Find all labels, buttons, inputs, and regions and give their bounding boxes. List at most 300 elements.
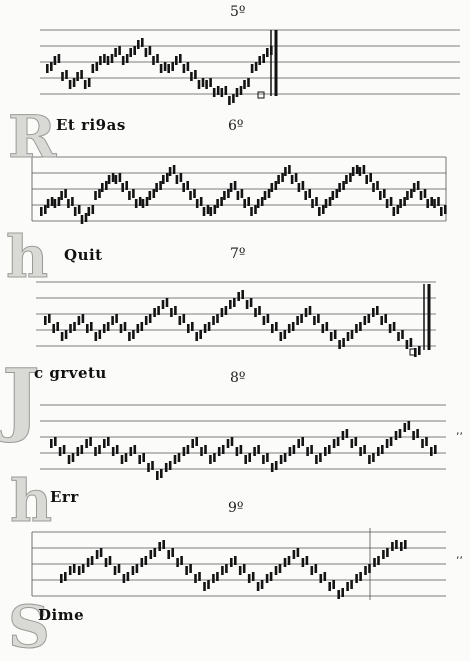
- neume-stroke: [59, 447, 62, 456]
- neume-stroke: [306, 447, 309, 456]
- neume-stroke: [129, 48, 132, 57]
- neume-stroke: [218, 447, 221, 456]
- neume-stroke: [322, 324, 325, 333]
- neume-stroke: [267, 314, 270, 323]
- neume-stroke: [137, 324, 140, 333]
- neume-stroke: [145, 316, 148, 325]
- neume-stroke: [207, 580, 210, 589]
- neume-stroke: [107, 56, 110, 65]
- neume-stroke: [372, 183, 375, 192]
- neume-stroke: [65, 70, 68, 79]
- neume-stroke: [248, 453, 251, 462]
- neume-stroke: [145, 48, 148, 57]
- neume-stroke: [310, 445, 313, 454]
- neume-stroke: [73, 564, 76, 573]
- neume-stroke: [64, 189, 67, 198]
- neume-stroke: [368, 314, 371, 323]
- neume-stroke: [389, 324, 392, 333]
- neume-stroke: [166, 173, 169, 182]
- neume-stroke: [284, 453, 287, 462]
- neume-stroke: [250, 298, 253, 307]
- neume-stroke: [176, 175, 179, 184]
- neume-stroke: [381, 445, 384, 454]
- neume-stroke: [384, 314, 387, 323]
- neume-stroke: [368, 564, 371, 573]
- neume-stroke: [337, 437, 340, 446]
- neume-stroke: [380, 316, 383, 325]
- neume-stroke: [107, 322, 110, 331]
- neume-stroke: [291, 175, 294, 184]
- neume-stroke: [198, 572, 201, 581]
- neume-stroke: [279, 564, 282, 573]
- neume-stroke: [264, 191, 267, 200]
- neume-stroke: [225, 306, 228, 315]
- neume-stroke: [342, 181, 345, 190]
- neume-stroke: [397, 205, 400, 214]
- neume-stroke: [87, 558, 90, 567]
- neume-stroke: [229, 300, 232, 309]
- neume-stroke: [94, 191, 97, 200]
- neume-stroke: [71, 197, 74, 206]
- neume-stroke: [82, 314, 85, 323]
- neume-stroke: [203, 207, 206, 216]
- neume-stroke: [58, 54, 61, 63]
- neume-stroke: [86, 324, 89, 333]
- neume-stroke: [135, 199, 138, 208]
- neume-stroke: [107, 437, 110, 446]
- neume-stroke: [216, 314, 219, 323]
- neume-stroke: [112, 447, 115, 456]
- neume-stroke: [241, 290, 244, 299]
- neume-stroke: [221, 88, 224, 97]
- neume-stroke: [187, 324, 190, 333]
- neume-stroke: [251, 64, 254, 73]
- neume-stroke: [123, 574, 126, 583]
- neume-stroke: [47, 199, 50, 208]
- staff-5: [32, 528, 446, 600]
- neume-stroke: [248, 574, 251, 583]
- neume-stroke: [105, 558, 108, 567]
- decorated-initial-3: J: [2, 351, 40, 445]
- neume-stroke: [277, 175, 280, 184]
- neume-stroke: [268, 189, 271, 198]
- neume-stroke: [78, 205, 81, 214]
- neume-stroke: [154, 548, 157, 557]
- neume-stroke: [280, 455, 283, 464]
- neume-stroke: [356, 165, 359, 174]
- neume-stroke: [271, 324, 274, 333]
- neume-stroke: [257, 445, 260, 454]
- neume-stroke: [417, 181, 420, 190]
- neume-stroke: [275, 461, 278, 470]
- neume-stroke: [355, 324, 358, 333]
- neume-stroke: [92, 64, 95, 73]
- neume-stroke: [241, 189, 244, 198]
- neume-stroke: [98, 189, 101, 198]
- neume-stroke: [149, 46, 152, 55]
- neume-stroke: [116, 445, 119, 454]
- neume-stroke: [169, 461, 172, 470]
- neume-stroke: [373, 558, 376, 567]
- neume-stroke: [183, 64, 186, 73]
- neume-stroke: [420, 191, 423, 200]
- neume-stroke: [329, 197, 332, 206]
- neume-stroke: [221, 308, 224, 317]
- neume-stroke: [183, 447, 186, 456]
- neume-stroke: [74, 207, 77, 216]
- neume-stroke: [346, 582, 349, 591]
- neume-stroke: [369, 173, 372, 182]
- neume-stroke: [48, 314, 51, 323]
- neume-stroke: [315, 197, 318, 206]
- neume-stroke: [292, 322, 295, 331]
- neume-stroke: [225, 86, 228, 95]
- neume-stroke: [207, 205, 210, 214]
- neume-stroke: [341, 588, 344, 597]
- neume-stroke: [379, 191, 382, 200]
- neume-stroke: [122, 56, 125, 65]
- neume-stroke: [254, 308, 257, 317]
- neume-stroke: [288, 324, 291, 333]
- neume-stroke: [221, 566, 224, 575]
- neume-stroke: [165, 463, 168, 472]
- neume-stroke: [318, 207, 321, 216]
- neume-stroke: [399, 429, 402, 438]
- neume-stroke: [386, 199, 389, 208]
- neume-stroke: [65, 330, 68, 339]
- neume-stroke: [359, 322, 362, 331]
- neume-stroke: [125, 453, 128, 462]
- margin-mark-2: ,,: [456, 548, 463, 561]
- neume-stroke: [119, 173, 122, 182]
- neume-stroke: [326, 322, 329, 331]
- neume-stroke: [262, 54, 265, 63]
- neume-stroke: [63, 445, 66, 454]
- neume-stroke: [145, 556, 148, 565]
- neume-stroke: [204, 445, 207, 454]
- neume-stroke: [337, 590, 340, 599]
- neume-stroke: [103, 439, 106, 448]
- neume-stroke: [50, 439, 53, 448]
- neume-stroke: [160, 469, 163, 478]
- lyric-text-4: Err: [50, 488, 79, 506]
- neume-stroke: [191, 439, 194, 448]
- neume-stroke: [171, 62, 174, 71]
- neume-stroke: [355, 437, 358, 446]
- neume-stroke: [142, 453, 145, 462]
- neume-stroke: [99, 330, 102, 339]
- neume-stroke: [173, 165, 176, 174]
- neume-stroke: [54, 437, 57, 446]
- neume-stroke: [246, 300, 249, 309]
- neume-stroke: [363, 165, 366, 174]
- neume-stroke: [364, 316, 367, 325]
- neume-stroke: [194, 70, 197, 79]
- neume-stroke: [120, 324, 123, 333]
- custos-1: [258, 92, 264, 98]
- neume-stroke: [418, 346, 421, 355]
- neume-stroke: [69, 80, 72, 89]
- neume-stroke: [130, 447, 133, 456]
- neume-stroke: [228, 96, 231, 105]
- neume-stroke: [58, 197, 61, 206]
- neume-stroke: [69, 566, 72, 575]
- neume-stroke: [293, 550, 296, 559]
- neume-stroke: [271, 463, 274, 472]
- neume-stroke: [157, 306, 160, 315]
- neume-stroke: [234, 556, 237, 565]
- neume-stroke: [137, 40, 140, 49]
- neume-stroke: [406, 191, 409, 200]
- neume-stroke: [91, 556, 94, 565]
- neume-stroke: [363, 445, 366, 454]
- neume-stroke: [89, 437, 92, 446]
- neume-stroke: [132, 330, 135, 339]
- neume-stroke: [266, 453, 269, 462]
- section-number-5: 5º: [230, 4, 246, 20]
- neume-stroke: [288, 556, 291, 565]
- neume-stroke: [386, 548, 389, 557]
- neume-stroke: [85, 213, 88, 222]
- neume-stroke: [125, 181, 128, 190]
- neume-stroke: [217, 86, 220, 95]
- neume-stroke: [114, 566, 117, 575]
- neume-stroke: [141, 322, 144, 331]
- neume-stroke: [149, 314, 152, 323]
- neume-stroke: [365, 175, 368, 184]
- neume-stroke: [393, 322, 396, 331]
- neume-stroke: [195, 332, 198, 341]
- neume-stroke: [112, 173, 115, 182]
- neume-stroke: [275, 322, 278, 331]
- neume-stroke: [237, 292, 240, 301]
- neume-stroke: [164, 62, 167, 71]
- neume-stroke: [151, 461, 154, 470]
- neume-stroke: [231, 437, 234, 446]
- neume-stroke: [76, 72, 79, 81]
- neume-stroke: [200, 197, 203, 206]
- neume-stroke: [377, 556, 380, 565]
- neume-stroke: [162, 540, 165, 549]
- neume-stroke: [262, 455, 265, 464]
- neume-stroke: [390, 197, 393, 206]
- neume-stroke: [227, 189, 230, 198]
- neume-stroke: [216, 199, 219, 208]
- neume-stroke: [60, 191, 63, 200]
- neume-stroke: [330, 332, 333, 341]
- neume-stroke: [240, 86, 243, 95]
- neume-stroke: [169, 167, 172, 176]
- neume-stroke: [105, 181, 108, 190]
- neume-stroke: [203, 582, 206, 591]
- neume-stroke: [372, 453, 375, 462]
- neume-stroke: [261, 580, 264, 589]
- neume-stroke: [178, 453, 181, 462]
- neume-stroke: [126, 54, 129, 63]
- section-number-8: 8º: [230, 370, 246, 386]
- neume-stroke: [347, 332, 350, 341]
- neume-stroke: [115, 314, 118, 323]
- neume-stroke: [139, 197, 142, 206]
- neume-stroke: [309, 306, 312, 315]
- neume-stroke: [297, 439, 300, 448]
- neume-stroke: [434, 445, 437, 454]
- neume-stroke: [209, 455, 212, 464]
- neume-stroke: [186, 181, 189, 190]
- neume-stroke: [90, 322, 93, 331]
- neume-stroke: [280, 332, 283, 341]
- neume-stroke: [393, 207, 396, 216]
- neume-stroke: [44, 316, 47, 325]
- neume-stroke: [150, 550, 153, 559]
- neume-stroke: [196, 199, 199, 208]
- neume-stroke: [195, 437, 198, 446]
- neume-stroke: [96, 550, 99, 559]
- neume-stroke: [198, 80, 201, 89]
- neume-stroke: [266, 574, 269, 583]
- neume-stroke: [243, 564, 246, 573]
- neume-stroke: [50, 62, 53, 71]
- neume-stroke: [261, 197, 264, 206]
- neume-stroke: [271, 183, 274, 192]
- neume-stroke: [73, 78, 76, 87]
- neume-stroke: [67, 199, 70, 208]
- neume-stroke: [352, 167, 355, 176]
- neume-stroke: [410, 338, 413, 347]
- decorated-initial-5: S: [8, 593, 50, 661]
- neume-stroke: [133, 46, 136, 55]
- neume-stroke: [275, 181, 278, 190]
- section-number-6: 6º: [228, 118, 244, 134]
- neume-stroke: [124, 322, 127, 331]
- neume-stroke: [258, 306, 261, 315]
- neume-stroke: [247, 197, 250, 206]
- neume-stroke: [213, 453, 216, 462]
- neume-stroke: [364, 566, 367, 575]
- neume-stroke: [406, 340, 409, 349]
- neume-stroke: [237, 191, 240, 200]
- neume-stroke: [281, 173, 284, 182]
- neume-stroke: [297, 548, 300, 557]
- neume-stroke: [247, 78, 250, 87]
- neume-stroke: [311, 199, 314, 208]
- neume-stroke: [298, 183, 301, 192]
- neume-stroke: [302, 181, 305, 190]
- neume-stroke: [95, 332, 98, 341]
- lyric-text-1: Et ri9as: [56, 116, 126, 134]
- neume-stroke: [227, 439, 230, 448]
- neume-stroke: [421, 439, 424, 448]
- neume-stroke: [399, 199, 402, 208]
- neume-stroke: [128, 332, 131, 341]
- decorated-initial-4: h: [10, 467, 53, 535]
- neume-stroke: [401, 330, 404, 339]
- neume-stroke: [413, 183, 416, 192]
- neume-stroke: [342, 338, 345, 347]
- neume-stroke: [80, 70, 83, 79]
- neume-stroke: [128, 191, 131, 200]
- neume-stroke: [404, 540, 407, 549]
- neume-stroke: [332, 580, 335, 589]
- neume-stroke: [88, 78, 91, 87]
- neume-stroke: [160, 64, 163, 73]
- neume-stroke: [233, 298, 236, 307]
- neume-stroke: [295, 173, 298, 182]
- neume-stroke: [253, 447, 256, 456]
- neume-stroke: [391, 542, 394, 551]
- neume-stroke: [239, 566, 242, 575]
- neume-stroke: [266, 48, 269, 57]
- neume-stroke: [99, 56, 102, 65]
- neume-stroke: [56, 322, 59, 331]
- neume-stroke: [174, 306, 177, 315]
- neume-stroke: [182, 183, 185, 192]
- neume-stroke: [208, 322, 211, 331]
- neume-stroke: [153, 308, 156, 317]
- neume-stroke: [328, 445, 331, 454]
- neume-stroke: [108, 175, 111, 184]
- neume-stroke: [440, 207, 443, 216]
- neume-stroke: [270, 46, 273, 55]
- staff-1: [40, 30, 460, 96]
- neume-stroke: [114, 48, 117, 57]
- neume-stroke: [304, 191, 307, 200]
- neume-stroke: [258, 56, 261, 65]
- neume-stroke: [134, 445, 137, 454]
- neume-stroke: [142, 199, 145, 208]
- neume-stroke: [84, 80, 87, 89]
- neume-stroke: [270, 572, 273, 581]
- lyric-text-5: Dime: [38, 606, 85, 624]
- neume-stroke: [146, 197, 149, 206]
- neume-stroke: [156, 54, 159, 63]
- decorated-initial-1: R: [8, 103, 57, 171]
- neume-stroke: [81, 445, 84, 454]
- neume-stroke: [46, 64, 49, 73]
- neume-stroke: [230, 558, 233, 567]
- neume-stroke: [313, 316, 316, 325]
- neume-stroke: [243, 199, 246, 208]
- neume-stroke: [69, 324, 72, 333]
- neume-stroke: [141, 558, 144, 567]
- neume-stroke: [156, 471, 159, 480]
- neume-stroke: [263, 316, 266, 325]
- neume-stroke: [88, 207, 91, 216]
- neume-stroke: [179, 316, 182, 325]
- neume-stroke: [118, 564, 121, 573]
- neume-stroke: [433, 199, 436, 208]
- lyric-text-3: c grvetu: [34, 364, 107, 382]
- neume-stroke: [60, 574, 63, 583]
- neume-stroke: [147, 463, 150, 472]
- neume-stroke: [351, 439, 354, 448]
- neume-stroke: [390, 437, 393, 446]
- neume-stroke: [359, 572, 362, 581]
- neume-stroke: [44, 205, 47, 214]
- neume-stroke: [317, 314, 320, 323]
- neume-stroke: [81, 215, 84, 224]
- neume-stroke: [189, 191, 192, 200]
- neume-stroke: [111, 316, 114, 325]
- neume-stroke: [191, 322, 194, 331]
- neume-stroke: [132, 566, 135, 575]
- neume-stroke: [187, 62, 190, 71]
- neume-stroke: [136, 564, 139, 573]
- neume-stroke: [78, 316, 81, 325]
- neume-stroke: [311, 566, 314, 575]
- neume-stroke: [351, 330, 354, 339]
- neume-stroke: [430, 197, 433, 206]
